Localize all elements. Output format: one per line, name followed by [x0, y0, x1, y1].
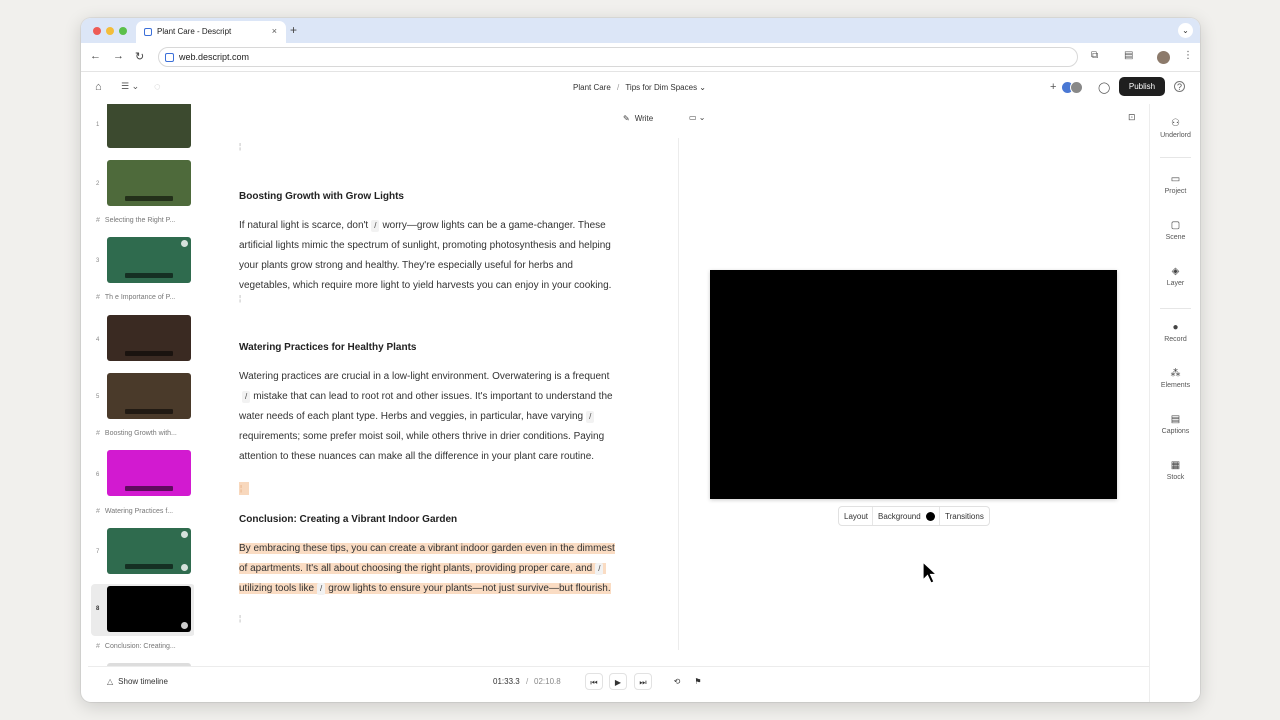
- layer-button[interactable]: ◈ Layer: [1150, 266, 1200, 287]
- skip-forward-icon[interactable]: ⏭: [634, 673, 652, 690]
- forward-icon[interactable]: →: [113, 50, 124, 62]
- scene-number: 6: [96, 472, 100, 478]
- script-paragraph[interactable]: [239, 367, 635, 467]
- script-line[interactable]: [239, 451, 594, 462]
- scene-thumbnail[interactable]: [107, 315, 191, 361]
- maximize-window-icon[interactable]: [119, 27, 127, 35]
- script-line[interactable]: [239, 240, 611, 251]
- captions-button[interactable]: ▤ Captions: [1150, 414, 1200, 435]
- script-line[interactable]: [239, 220, 606, 231]
- elements-button[interactable]: ⁂ Elements: [1150, 368, 1200, 389]
- minimize-window-icon[interactable]: [106, 27, 114, 35]
- scene-button[interactable]: ▢ Scene: [1150, 220, 1200, 241]
- scene-break-marker[interactable]: ¦: [239, 614, 242, 623]
- main-menu-icon[interactable]: ☰ ⌄: [121, 81, 140, 91]
- scene-number: 1: [96, 122, 100, 128]
- record-button[interactable]: ● Record: [1150, 322, 1200, 343]
- scene-label[interactable]: # Watering Practices f...: [96, 508, 174, 515]
- script-text: If natural light is scarce, don't: [239, 220, 369, 231]
- scene-label[interactable]: # Selecting the Right P...: [96, 217, 176, 224]
- sync-status-icon: ◌: [154, 81, 161, 93]
- scene-number: 4: [96, 337, 100, 343]
- robot-icon: ⚇: [1171, 118, 1180, 129]
- sidebar-icon[interactable]: ▤: [1124, 50, 1134, 61]
- url-field[interactable]: [158, 47, 1078, 67]
- script-text: of apartments. It's all about choosing the right plants, providing proper care, and: [239, 563, 593, 574]
- script-line[interactable]: [239, 411, 597, 422]
- tab-title: Plant Care - Descript: [157, 27, 232, 36]
- breadcrumb-project[interactable]: Plant Care: [573, 83, 611, 92]
- bookmark-icon[interactable]: ⚑: [694, 677, 702, 686]
- script-text: By embracing these tips, you can create a vibrant indoor garden even in the dimmest: [239, 543, 615, 554]
- toggle-panel-icon[interactable]: ⊡: [1128, 112, 1136, 122]
- stock-button[interactable]: ▦ Stock: [1150, 460, 1200, 481]
- video-preview-canvas[interactable]: [710, 270, 1117, 499]
- record-icon: ●: [1172, 322, 1179, 333]
- timeline-icon: △: [107, 677, 114, 686]
- tab-strip: [81, 18, 1200, 43]
- close-window-icon[interactable]: [93, 27, 101, 35]
- scene-thumbnail[interactable]: [107, 373, 191, 419]
- scene-break-marker-selected[interactable]: ¦: [239, 482, 249, 495]
- background-button[interactable]: Background: [878, 512, 921, 521]
- tab-close-icon[interactable]: ×: [271, 26, 277, 36]
- script-text: utilizing tools like: [239, 583, 315, 594]
- script-text: grow lights to ensure your plants—not just survive—but flourish.: [328, 583, 611, 594]
- scene-icon: ▢: [1170, 220, 1181, 231]
- scene-thumbnail[interactable]: [107, 528, 191, 574]
- scene-number: 7: [96, 549, 100, 555]
- url-text: web.descript.com: [179, 52, 250, 62]
- scene-thumbnail[interactable]: [107, 450, 191, 496]
- canvas-toolbar: [838, 506, 990, 526]
- scene-thumbnail[interactable]: [107, 160, 191, 206]
- scene-number: 2: [96, 181, 100, 187]
- scene-thumbnail-selected[interactable]: [107, 586, 191, 632]
- breadcrumb: [573, 83, 710, 92]
- pause-marker[interactable]: /: [586, 411, 594, 423]
- avatar: [1070, 81, 1083, 94]
- scene-list: [88, 104, 194, 666]
- address-bar: [81, 43, 1200, 72]
- script-editor[interactable]: [194, 104, 678, 666]
- section-heading: Conclusion: Creating a Vibrant Indoor Garden: [239, 514, 458, 525]
- panel-divider[interactable]: [678, 138, 679, 650]
- section-heading: Watering Practices for Healthy Plants: [239, 342, 417, 353]
- background-color-swatch[interactable]: [926, 512, 935, 521]
- scene-label[interactable]: # Th e Importance of P...: [96, 294, 176, 301]
- scene-label[interactable]: # Conclusion: Creating...: [96, 643, 176, 650]
- script-text: mistake that can lead to root rot and other issues. It's important to understand the: [253, 391, 613, 402]
- right-toolbar: [1149, 104, 1200, 702]
- scene-number: 3: [96, 258, 100, 264]
- script-text: worry—grow lights can be a game-changer. These: [382, 220, 606, 231]
- pen-icon: ✎: [623, 114, 630, 123]
- breadcrumb-separator: /: [617, 83, 620, 92]
- aspect-ratio-dropdown[interactable]: ▭ ⌄: [689, 113, 706, 122]
- reload-icon[interactable]: ↻: [135, 51, 145, 63]
- new-tab-icon[interactable]: +: [290, 23, 298, 37]
- script-line[interactable]: [239, 583, 611, 594]
- script-line[interactable]: [239, 563, 606, 574]
- add-collaborator-icon[interactable]: +: [1050, 81, 1057, 93]
- layout-button[interactable]: Layout: [844, 512, 869, 521]
- scene-break-marker[interactable]: ¦: [239, 142, 242, 151]
- pause-marker[interactable]: /: [317, 583, 325, 595]
- home-icon[interactable]: ⌂: [95, 81, 102, 93]
- write-button[interactable]: ✎ Write: [623, 114, 654, 123]
- browser-menu-icon[interactable]: ⋮: [1183, 50, 1193, 61]
- pause-marker[interactable]: /: [371, 220, 379, 232]
- project-button[interactable]: ▭ Project: [1150, 174, 1200, 195]
- script-text: Watering practices are crucial in a low-light environment. Overwatering is a frequent: [239, 371, 610, 382]
- script-text: vegetables, which require more light to yield harvests you can enjoy in your cooking.: [239, 280, 612, 291]
- loop-icon[interactable]: ⟲: [673, 677, 681, 686]
- current-time: 01:33.3: [493, 677, 520, 686]
- app-header: [81, 73, 1200, 103]
- pause-marker[interactable]: /: [595, 563, 603, 575]
- script-line[interactable]: [239, 280, 611, 291]
- script-line[interactable]: [239, 543, 615, 554]
- script-text: attention to these nuances can make all the difference in your plant care routine.: [239, 451, 595, 462]
- back-icon[interactable]: ←: [90, 50, 101, 62]
- help-icon[interactable]: ?: [1174, 81, 1185, 92]
- publish-button[interactable]: Publish: [1119, 77, 1165, 96]
- total-duration: 02:10.8: [534, 677, 561, 686]
- script-line[interactable]: [239, 431, 604, 442]
- scene-label[interactable]: # Boosting Growth with...: [96, 430, 177, 437]
- script-line[interactable]: [239, 391, 613, 402]
- underlord-button[interactable]: ⚇ Underlord: [1150, 118, 1200, 139]
- mouse-cursor-icon: [922, 561, 938, 585]
- scene-number: 8: [96, 606, 100, 612]
- browser-window: [81, 18, 1200, 702]
- breadcrumb-composition[interactable]: Tips for Dim Spaces ⌄: [625, 83, 706, 92]
- site-info-icon[interactable]: [165, 53, 174, 62]
- script-text: water needs of each plant type. Herbs and veggies, in particular, have varying: [239, 411, 584, 422]
- scene-number: 5: [96, 394, 100, 400]
- skip-back-icon[interactable]: ⏮: [585, 673, 603, 690]
- scene-break-marker[interactable]: ¦: [239, 294, 242, 303]
- time-separator: /: [526, 677, 529, 686]
- scene-thumbnail[interactable]: [107, 237, 191, 283]
- layers-icon: ◈: [1171, 266, 1180, 277]
- tab-search-icon[interactable]: ⌄: [1178, 23, 1193, 38]
- show-timeline-button[interactable]: △ Show timeline: [107, 677, 168, 686]
- section-heading: Boosting Growth with Grow Lights: [239, 191, 404, 202]
- script-line[interactable]: [239, 260, 573, 271]
- play-icon[interactable]: ▶: [609, 673, 627, 690]
- browser-profile-avatar[interactable]: [1157, 51, 1170, 64]
- captions-icon: ▤: [1170, 414, 1181, 425]
- extensions-icon[interactable]: ⧉: [1091, 50, 1099, 61]
- script-paragraph[interactable]: [239, 216, 635, 296]
- script-text: requirements; some prefer moist soil, while others thrive in drier conditions. Paying: [239, 431, 605, 442]
- script-text: artificial lights mimic the spectrum of sunlight, promoting photosynthesis and helping: [239, 240, 611, 251]
- scene-thumbnail[interactable]: [107, 104, 191, 148]
- transitions-button[interactable]: Transitions: [945, 512, 984, 521]
- script-paragraph-selected[interactable]: [239, 539, 635, 599]
- script-line[interactable]: [239, 371, 609, 382]
- script-text: your plants grow strong and healthy. They're especially useful for herbs and: [239, 260, 573, 271]
- browser-tab[interactable]: [136, 21, 286, 43]
- folder-icon: ▭: [1170, 174, 1181, 185]
- comments-icon[interactable]: ◯: [1098, 82, 1111, 94]
- stock-media-icon: ▦: [1170, 460, 1181, 471]
- transport-bar: [88, 666, 1149, 696]
- descript-favicon-icon: [144, 28, 152, 36]
- pause-marker[interactable]: /: [242, 391, 250, 403]
- elements-icon: ⁂: [1170, 368, 1181, 379]
